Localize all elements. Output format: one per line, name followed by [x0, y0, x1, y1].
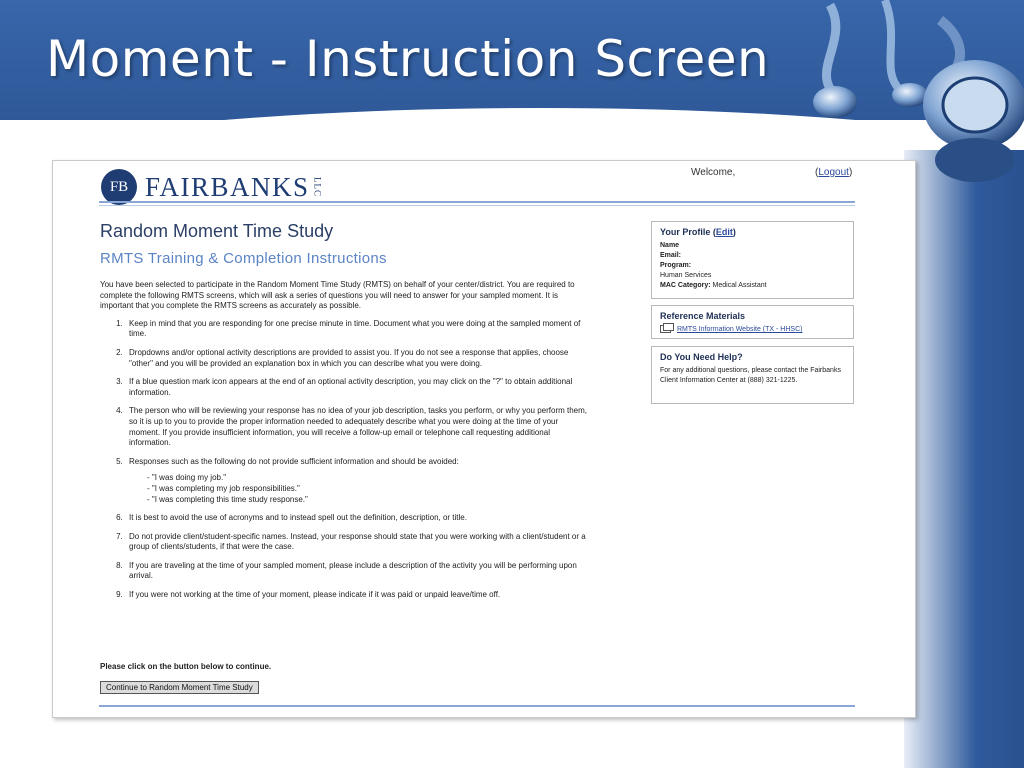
list-item [125, 457, 591, 505]
list-item: 7. Do not provide client/student-specific names. Instead, your response should state that you were working with a client/student or a group of clients/students, if that were the case. [125, 532, 591, 553]
quote-examples [129, 473, 591, 505]
slide-page-number: 35 [850, 735, 869, 754]
profile-box [651, 221, 854, 299]
welcome-text: Welcome, [691, 167, 736, 178]
quote-item: - "I was completing my job responsibilities." [147, 483, 300, 493]
profile-mac: MAC Category: Medical Assistant [660, 282, 767, 289]
list-item: 1. Keep in mind that you are responding for one precise minute in time. Document what you were doing at the sampled moment of time. [125, 319, 591, 340]
header-divider-thin [99, 205, 855, 206]
help-box [651, 346, 854, 404]
footer-divider [99, 705, 855, 707]
slide-title: Moment - Instruction Screen [46, 30, 770, 88]
profile-email: Email: [660, 252, 682, 259]
list-item: 3. If a blue question mark icon appears at the end of an optional activity description, you may click on the "?" to obtain additional information. [125, 377, 591, 398]
logo-llc: LLC [312, 177, 323, 197]
list-item: 9. If you were not working at the time of your moment, please indicate if it was paid or unpaid leave/time off. [125, 590, 591, 601]
rmts-website-link[interactable]: RMTS Information Website (TX - HHSC) [676, 326, 803, 333]
fairbanks-logo [101, 169, 323, 205]
profile-name: Name [660, 242, 680, 249]
continue-instruction: Please click on the button below to continue. [100, 662, 272, 671]
logout-link[interactable]: Logout [818, 167, 849, 178]
list-item: 4. The person who will be reviewing your response has no idea of your job description, tasks you perform, or why you perform them, so it is up to you to provide the proper information needed to adequately describe what you were doing at the time of your moment. If you provide insufficient information, you will receive a follow-up email or telephone call requesting additional information. [125, 406, 591, 448]
instructions-panel [100, 221, 600, 609]
list-item: 2. Dropdowns and/or optional activity descriptions are provided to assist you. If you do not see a response that applies, choose "other" and you will be provided an explanation box in which you can describe what you were doing. [125, 348, 591, 369]
continue-button[interactable]: Continue to Random Moment Time Study [100, 681, 259, 694]
external-window-icon [660, 325, 671, 333]
header-divider [99, 201, 855, 203]
logo-name: FAIRBANKS [145, 171, 310, 202]
profile-program-value: Human Services [660, 272, 712, 279]
intro-text: You have been selected to participate in the Random Moment Time Study (RMTS) on behalf of your center/district. You are required to complete the following RMTS screens, which will ask a series of questions you will need to answer for your sampled moment. It is important that you complete the RMTS screens as accurately as possible. [100, 280, 575, 311]
logout-paren-open: ( [815, 167, 819, 178]
logout-wrapper [815, 167, 852, 178]
reference-heading: Reference Materials [660, 311, 746, 321]
list-item: 6. It is best to avoid the use of acronyms and to instead spell out the definition, description, or title. [125, 513, 591, 524]
list-item: 8. If you are traveling at the time of your sampled moment, please include a description of the activity you will be performing upon arrival. [125, 561, 591, 582]
profile-program: Program: [660, 262, 692, 269]
slide-right-band [904, 150, 1024, 768]
edit-profile-link[interactable]: Edit [715, 227, 733, 237]
help-heading: Do You Need Help? [660, 352, 743, 362]
profile-heading: Your Profile (Edit) [660, 227, 736, 237]
reference-box [651, 305, 854, 339]
help-text: For any additional questions, please contact the Fairbanks Client Information Center at (888) 321-1225. [660, 367, 841, 384]
logo-badge: FB [101, 169, 137, 205]
logout-paren-close: ) [848, 167, 853, 178]
instructions-list [100, 319, 591, 601]
app-screenshot [52, 160, 916, 718]
list-item-text: Responses such as the following do not provide sufficient information and should be avoided: [129, 456, 459, 466]
page-subtitle: RMTS Training & Completion Instructions [100, 250, 387, 267]
quote-item: - "I was completing this time study response." [147, 494, 308, 504]
quote-item: - "I was doing my job." [147, 473, 227, 483]
page-title: Random Moment Time Study [100, 221, 334, 241]
